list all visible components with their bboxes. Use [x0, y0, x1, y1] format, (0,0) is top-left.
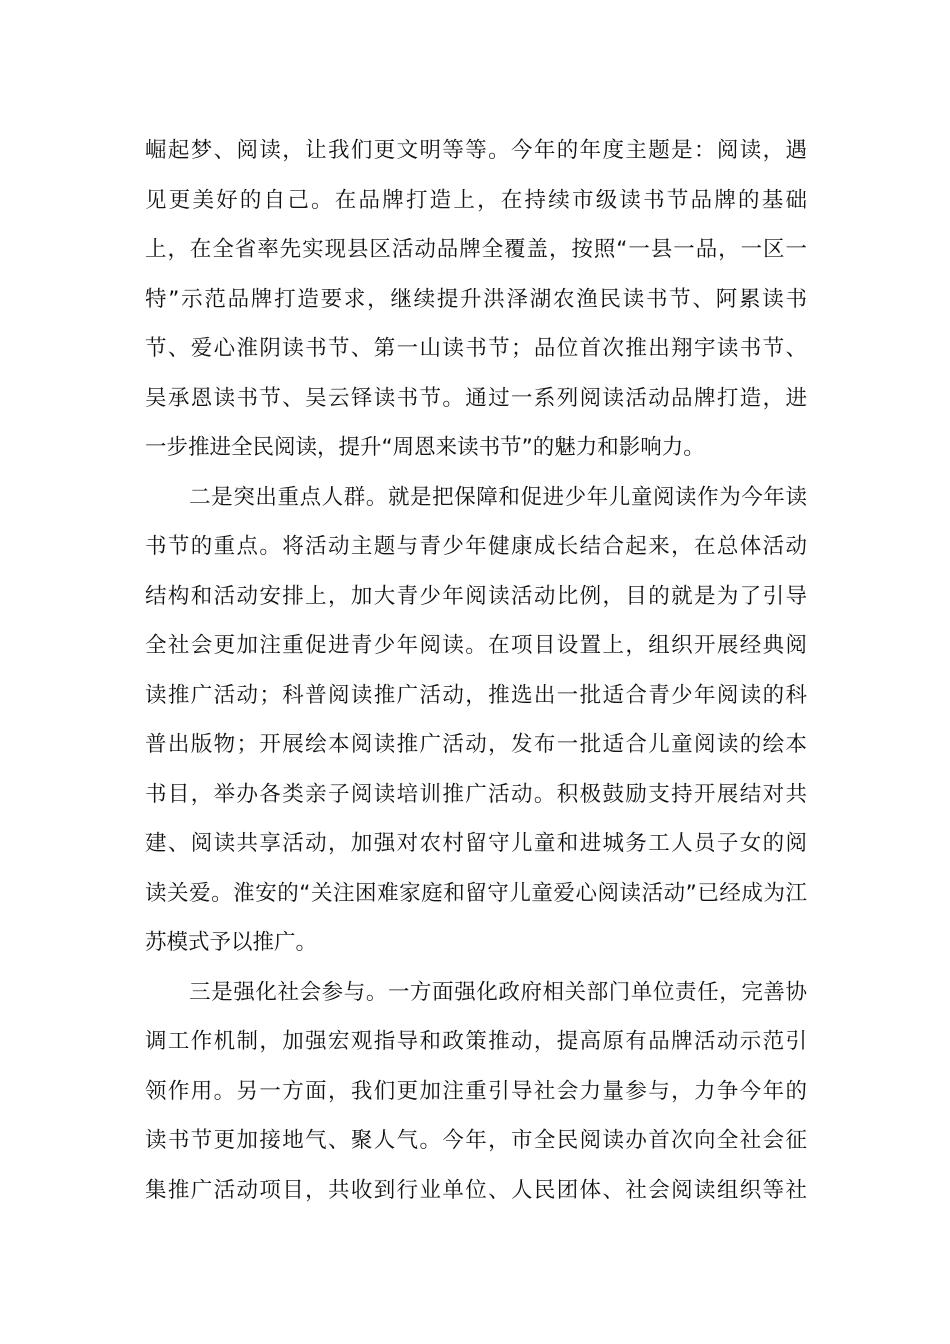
text-line: 结构和活动安排上，加大青少年阅读活动比例，目的就是为了引导 — [145, 583, 807, 609]
text-line: 调工作机制，加强宏观指导和政策推动，提高原有品牌活动示范引 — [145, 1029, 807, 1054]
text-line: 上，在全省率先实现县区活动品牌全覆盖，按照“一县一品，一区一 — [145, 237, 807, 262]
text-line: 三是强化社会参与。一方面强化政府相关部门单位责任，完善协 — [145, 979, 807, 1005]
body-text — [145, 126, 807, 1215]
text-line: 苏模式予以推广。 — [145, 930, 318, 955]
text-line: 书目，举办各类亲子阅读培训推广活动。积极鼓励支持开展结对共 — [145, 781, 807, 807]
text-line: 节、爱心淮阴读书节、第一山读书节；品位首次推出翔宇读书节、 — [145, 336, 807, 361]
text-line: 集推广活动项目，共收到行业单位、人民团体、社会阅读组织等社 — [145, 1177, 807, 1203]
text-line: 见更美好的自己。在品牌打造上，在持续市级读书节品牌的基础 — [145, 187, 807, 213]
text-line: 读推广活动；科普阅读推广活动，推选出一批适合青少年阅读的科 — [145, 682, 807, 708]
text-line: 特”示范品牌打造要求，继续提升洪泽湖农渔民读书节、阿累读书 — [145, 286, 807, 312]
text-line: 建、阅读共享活动，加强对农村留守儿童和进城务工人员子女的阅 — [145, 831, 807, 856]
text-line: 读关爱。淮安的“关注困难家庭和留守儿童爱心阅读活动”已经成为江 — [145, 880, 807, 906]
text-line: 全社会更加注重促进青少年阅读。在项目设置上，组织开展经典阅 — [145, 633, 807, 658]
text-line: 吴承恩读书节、吴云铎读书节。通过一系列阅读活动品牌打造，进 — [145, 385, 807, 411]
text-line: 普出版物；开展绘本阅读推广活动，发布一批适合儿童阅读的绘本 — [145, 732, 807, 757]
text-line: 领作用。另一方面，我们更加注重引导社会力量参与，力争今年的 — [145, 1078, 807, 1104]
text-line: 书节的重点。将活动主题与青少年健康成长结合起来，在总体活动 — [145, 534, 807, 559]
text-line: 读书节更加接地气、聚人气。今年，市全民阅读办首次向全社会征 — [145, 1128, 807, 1153]
text-line: 崛起梦、阅读，让我们更文明等等。今年的年度主题是：阅读，遇 — [145, 138, 807, 163]
text-line: 二是突出重点人群。就是把保障和促进少年儿童阅读作为今年读 — [145, 484, 807, 510]
text-line: 一步推进全民阅读，提升“周恩来读书节”的魅力和影响力。 — [145, 435, 705, 460]
